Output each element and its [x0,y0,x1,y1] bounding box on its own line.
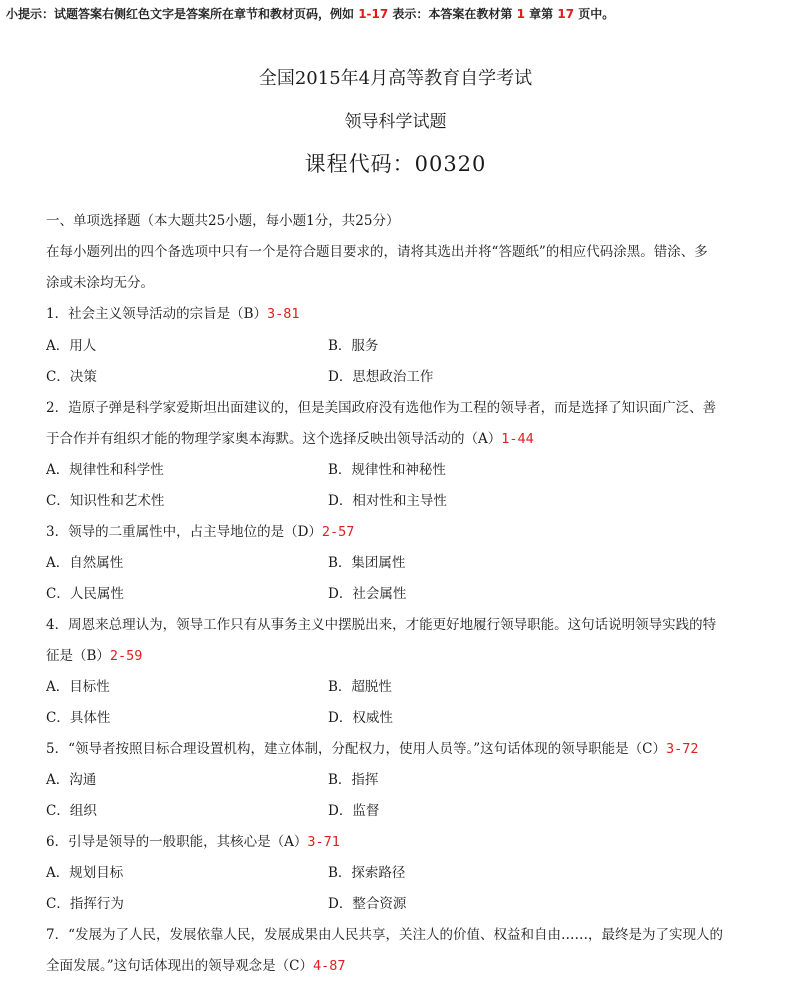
hint-mid1: 表示：本答案在教材第 [392,7,513,21]
hint-prefix: 小提示：试题答案右侧红色文字是答案所在章节和教材页码，例如 [6,7,355,21]
question-5-option-b: B．指挥 [328,772,379,788]
question-2-option-b: B．规律性和神秘性 [328,462,446,478]
question-6-option-b: B．探索路径 [328,865,406,881]
hint-mid2: 章第 [529,7,554,21]
question-4-option-d: D．权威性 [328,710,393,726]
hint-example-ref: 1-17 [358,7,389,21]
question-6-option-c: C．指挥行为 [46,896,124,912]
question-3-text: 3．领导的二重属性中，占主导地位的是（D） [46,524,322,540]
question-4-text: 征是（B） [46,648,110,664]
question-2-option-c: C．知识性和艺术性 [46,493,165,509]
question-3-option-c: C．人民属性 [46,586,124,602]
question-5-option-d: D．监督 [328,803,380,819]
question-6-option-a: A．规划目标 [46,865,124,881]
question-3-option-d: D．社会属性 [328,586,407,602]
instruction-line-2: 涂或未涂均无分。 [46,275,154,291]
question-7-line-2 [46,958,346,974]
question-5-stem [46,741,699,757]
exam-subject: 领导科学试题 [344,112,447,132]
question-1-stem [46,306,300,322]
question-6-text: 6．引导是领导的一般职能，其核心是（A） [46,834,308,850]
question-1-option-b: B．服务 [328,338,379,354]
question-2-line-1: 2．造原子弹是科学家爱斯坦出面建议的，但是美国政府没有选他作为工程的领导者，而是选择了知识面广泛、善 [46,400,717,416]
question-4-line-2 [46,648,142,664]
question-1-text: 1．社会主义领导活动的宗旨是（B） [46,306,268,322]
question-1-option-d: D．思想政治工作 [328,369,434,385]
hint-page: 17 [557,7,575,21]
question-2-line-2 [46,431,534,447]
question-7-text: 全面发展。”这句话体现出的领导观念是（C） [46,958,313,974]
instruction-line-1: 在每小题列出的四个备选项中只有一个是符合题目要求的，请将其选出并将“答题纸”的相应代码涂黑。错涂、多 [46,244,708,260]
question-2-text: 于合作并有组织才能的物理学家奥本海默。这个选择反映出领导活动的（A） [46,431,502,447]
question-4-option-b: B．超脱性 [328,679,392,695]
question-2-option-d: D．相对性和主导性 [328,493,447,509]
question-1-option-c: C．决策 [46,369,97,385]
question-6-option-d: D．整合资源 [328,896,407,912]
question-1-answer-ref: 3-81 [267,306,300,322]
section-heading: 一、单项选择题（本大题共25小题，每小题1分，共25分） [46,213,400,229]
question-4-option-a: A．目标性 [46,679,110,695]
question-3-answer-ref: 2-57 [321,524,355,540]
question-7-line-1: 7．“发展为了人民，发展依靠人民，发展成果由人民共享，关注人的价值、权益和自由……，最终是为了实现人的 [46,927,723,943]
question-6-answer-ref: 3-71 [307,834,340,850]
question-4-answer-ref: 2-59 [109,648,143,664]
question-2-option-a: A．规律性和科学性 [46,462,164,478]
question-7-answer-ref: 4-87 [312,958,346,974]
hint-banner [6,5,614,22]
question-5-answer-ref: 3-72 [665,741,699,757]
question-2-answer-ref: 1-44 [501,431,534,447]
exam-title: 全国2015年4月高等教育自学考试 [258,68,533,89]
question-4-line-1: 4．周恩来总理认为，领导工作只有从事务主义中摆脱出来，才能更好地履行领导职能。这句话说明领导实践的特 [46,617,717,633]
question-3-option-b: B．集团属性 [328,555,406,571]
question-5-option-c: C．组织 [46,803,97,819]
question-3-option-a: A．自然属性 [46,555,124,571]
question-6-stem [46,834,340,850]
question-1-option-a: A．用人 [46,338,97,354]
hint-chapter: 1 [516,7,525,21]
question-5-text: 5．“领导者按照目标合理设置机构，建立体制，分配权力，使用人员等。”这句话体现的领导职能是（C） [46,741,666,757]
hint-suffix: 页中。 [578,7,615,21]
question-4-option-c: C．具体性 [46,710,111,726]
course-code: 课程代码：00320 [304,152,487,176]
question-3-stem [46,524,354,540]
question-5-option-a: A．沟通 [46,772,97,788]
